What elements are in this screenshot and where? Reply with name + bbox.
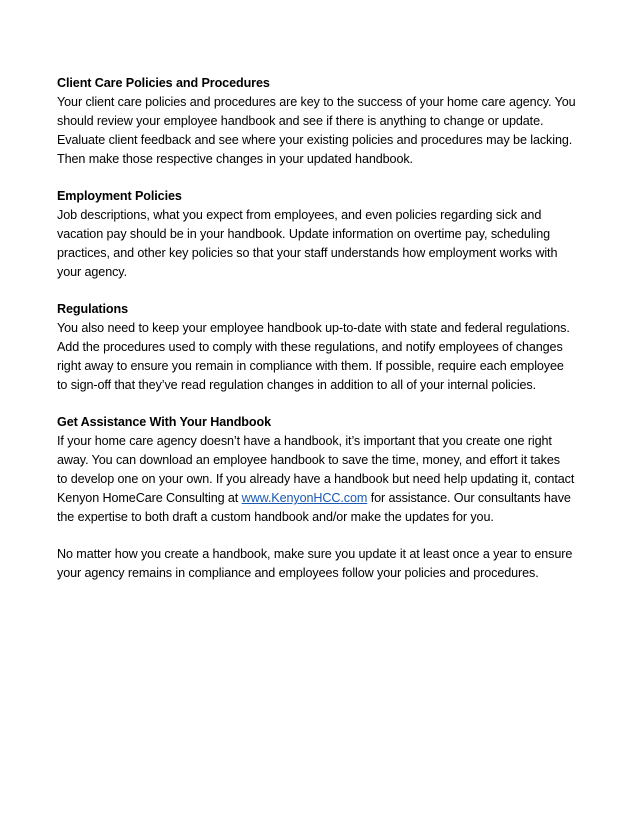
body-line: No matter how you create a handbook, make sure you update it at least once a year to ensure <box>57 547 573 561</box>
section-employment-policies <box>57 187 588 282</box>
body-line: away. You can download an employee handbook to save the time, money, and effort it takes <box>57 453 560 467</box>
body-line: vacation pay should be in your handbook. Update information on overtime pay, scheduling <box>57 227 551 241</box>
body-line: Job descriptions, what you expect from employees, and even policies regarding sick and <box>57 208 542 222</box>
body-line: Add the procedures used to comply with these regulations, and notify employees of changes <box>57 340 563 354</box>
section-heading: Regulations <box>57 302 128 316</box>
section-regulations <box>57 300 588 395</box>
body-line: right away to ensure you remain in compliance with them. If possible, require each employee <box>57 359 564 373</box>
section-get-assistance <box>57 413 588 527</box>
body-line: to sign-off that they’ve read regulation changes in addition to all of your internal policies. <box>57 378 537 392</box>
body-line: You also need to keep your employee handbook up-to-date with state and federal regulations. <box>57 321 570 335</box>
section-heading: Employment Policies <box>57 189 182 203</box>
link-line-before: Kenyon HomeCare Consulting at <box>57 491 242 505</box>
body-line: Then make those respective changes in your updated handbook. <box>57 152 413 166</box>
section-body <box>57 93 588 169</box>
body-line: should review your employee handbook and see if there is anything to change or update. <box>57 114 544 128</box>
body-line: Evaluate client feedback and see where your existing policies and procedures may be lacking. <box>57 133 573 147</box>
body-line: your agency remains in compliance and employees follow your policies and procedures. <box>57 566 539 580</box>
closing-body <box>57 545 588 583</box>
body-line: If your home care agency doesn’t have a handbook, it’s important that you create one right <box>57 434 552 448</box>
body-line: the expertise to both draft a custom handbook and/or make the updates for you. <box>57 510 494 524</box>
kenyon-website-link[interactable]: www.KenyonHCC.com <box>241 491 368 505</box>
link-line-after: for assistance. Our consultants have <box>367 491 571 505</box>
body-line: to develop one on your own. If you already have a handbook but need help updating it, contact <box>57 472 575 486</box>
section-client-care <box>57 74 588 169</box>
section-heading: Client Care Policies and Procedures <box>57 76 270 90</box>
section-body <box>57 319 588 395</box>
body-line-with-link <box>57 489 588 508</box>
body-line: your agency. <box>57 265 127 279</box>
body-line: Your client care policies and procedures are key to the success of your home care agency. You <box>57 95 576 109</box>
section-closing <box>57 545 588 583</box>
section-body <box>57 432 588 527</box>
body-line: practices, and other key policies so that your staff understands how employment works with <box>57 246 558 260</box>
section-heading: Get Assistance With Your Handbook <box>57 415 271 429</box>
section-body <box>57 206 588 282</box>
